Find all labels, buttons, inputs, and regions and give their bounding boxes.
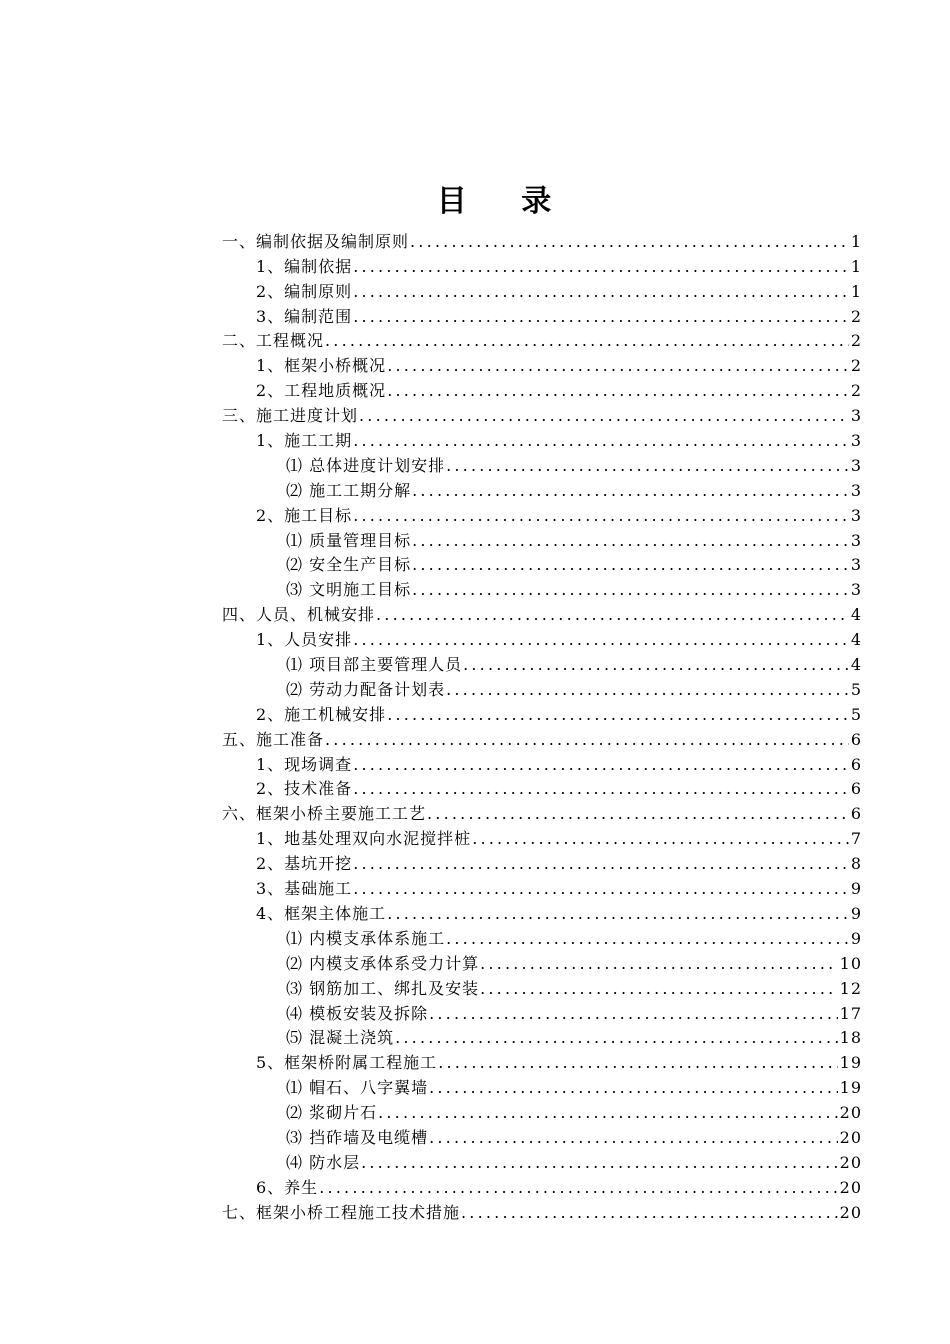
toc-entry[interactable]	[222, 401, 862, 426]
toc-page-number: 6	[850, 729, 862, 749]
toc-page-number: 7	[850, 829, 862, 849]
toc-page-number: 17	[839, 1003, 862, 1023]
toc-dot-leader	[353, 755, 849, 775]
toc-entry-title: 1、现场调查	[256, 754, 353, 774]
toc-page-number: 19	[839, 1078, 862, 1098]
toc-dot-leader	[438, 1053, 837, 1073]
toc-dot-leader	[480, 979, 838, 999]
toc-page-number: 4	[850, 630, 862, 650]
toc-entry[interactable]	[222, 650, 862, 675]
toc-entry-title: 1、地基处理双向水泥搅拌桩	[256, 829, 472, 849]
toc-entry[interactable]	[222, 351, 862, 376]
toc-page-number: 10	[839, 953, 862, 973]
toc-entry-title: 五、施工准备	[222, 729, 325, 749]
toc-entry-title: 2、施工机械安排	[256, 704, 387, 724]
toc-entry[interactable]	[222, 526, 862, 551]
toc-dot-leader	[412, 481, 849, 501]
toc-entry[interactable]	[222, 799, 862, 824]
toc-page-number: 9	[850, 879, 862, 899]
toc-entry[interactable]	[222, 1024, 862, 1049]
toc-entry[interactable]	[222, 1198, 862, 1223]
toc-page-number: 20	[839, 1202, 862, 1222]
toc-page-number: 3	[850, 555, 862, 575]
toc-entry[interactable]	[222, 600, 862, 625]
toc-entry[interactable]	[222, 675, 862, 700]
toc-entry-title: 1、人员安排	[256, 630, 353, 650]
toc-entry[interactable]	[222, 775, 862, 800]
toc-dot-leader	[427, 804, 849, 824]
toc-page-number: 12	[839, 978, 862, 998]
toc-page-number: 3	[850, 455, 862, 475]
toc-entry[interactable]	[222, 700, 862, 725]
toc-entry[interactable]	[222, 1123, 862, 1148]
toc-page-number: 2	[850, 356, 862, 376]
toc-dot-leader	[353, 879, 849, 899]
toc-dot-leader	[387, 356, 849, 376]
toc-dot-leader	[387, 705, 849, 725]
toc-entry-title: 2、施工目标	[256, 505, 353, 525]
toc-page-number: 6	[850, 779, 862, 799]
toc-page-number: 1	[850, 281, 862, 301]
toc-entry[interactable]	[222, 924, 862, 949]
toc-title: 目 录	[436, 184, 574, 219]
toc-entry-title: 2、工程地质概况	[256, 381, 387, 401]
toc-page-number: 20	[839, 1152, 862, 1172]
toc-entry[interactable]	[222, 476, 862, 501]
toc-dot-leader	[325, 730, 849, 750]
toc-entry-title: 一、编制依据及编制原则	[222, 231, 410, 251]
toc-dot-leader	[353, 307, 849, 327]
toc-page-number: 5	[850, 679, 862, 699]
toc-page-number: 3	[850, 505, 862, 525]
toc-page-number: 3	[850, 580, 862, 600]
toc-entry[interactable]	[222, 899, 862, 924]
toc-entry-title: 1、编制依据	[256, 256, 353, 276]
toc-entry[interactable]	[222, 999, 862, 1024]
toc-dot-leader	[325, 331, 849, 351]
toc-entry[interactable]	[222, 551, 862, 576]
toc-page-number: 18	[839, 1028, 862, 1048]
toc-dot-leader	[463, 655, 849, 675]
toc-page-number: 2	[850, 306, 862, 326]
toc-page-number: 4	[850, 655, 862, 675]
toc-entry-title: ⑸ 混凝土浇筑	[286, 1028, 395, 1048]
toc-entry[interactable]	[222, 426, 862, 451]
toc-page-number: 3	[850, 530, 862, 550]
toc-entry-title: ⑵ 内模支承体系受力计算	[286, 953, 480, 973]
toc-dot-leader	[395, 1028, 838, 1048]
toc-list	[222, 227, 862, 1223]
toc-dot-leader	[429, 1128, 838, 1148]
toc-dot-leader	[410, 232, 849, 252]
toc-entry-title: ⑶ 挡砟墙及电缆槽	[286, 1127, 429, 1147]
toc-entry-title: 1、框架小桥概况	[256, 356, 387, 376]
toc-entry[interactable]	[222, 750, 862, 775]
toc-dot-leader	[472, 829, 849, 849]
toc-dot-leader	[353, 854, 849, 874]
toc-entry-title: 3、编制范围	[256, 306, 353, 326]
toc-entry-title: 2、编制原则	[256, 281, 353, 301]
toc-entry-title: 三、施工进度计划	[222, 406, 359, 426]
toc-page-number: 6	[850, 754, 862, 774]
toc-entry-title: ⑵ 安全生产目标	[286, 555, 412, 575]
toc-dot-leader	[461, 1203, 838, 1223]
toc-entry[interactable]	[222, 625, 862, 650]
toc-dot-leader	[412, 531, 849, 551]
toc-page-number: 19	[839, 1053, 862, 1073]
toc-page-number: 20	[839, 1103, 862, 1123]
toc-page-number: 1	[850, 231, 862, 251]
toc-entry[interactable]	[222, 849, 862, 874]
toc-page-number: 9	[850, 903, 862, 923]
toc-dot-leader	[353, 506, 849, 526]
toc-entry-title: ⑵ 施工工期分解	[286, 480, 412, 500]
toc-entry[interactable]	[222, 1073, 862, 1098]
toc-dot-leader	[446, 456, 849, 476]
toc-entry[interactable]	[222, 227, 862, 252]
toc-entry-title: ⑴ 帽石、八字翼墙	[286, 1078, 429, 1098]
toc-entry-title: 4、框架主体施工	[256, 903, 387, 923]
toc-dot-leader	[412, 580, 849, 600]
toc-page-number: 2	[850, 381, 862, 401]
toc-dot-leader	[353, 630, 849, 650]
toc-entry[interactable]	[222, 874, 862, 899]
toc-dot-leader	[361, 1153, 838, 1173]
toc-dot-leader	[359, 406, 849, 426]
toc-dot-leader	[353, 257, 849, 277]
toc-dot-leader	[319, 1178, 837, 1198]
toc-page-number: 6	[850, 804, 862, 824]
toc-page-number: 2	[850, 331, 862, 351]
toc-entry-title: ⑵ 劳动力配备计划表	[286, 679, 446, 699]
toc-entry[interactable]	[222, 1148, 862, 1173]
toc-page-number: 9	[850, 928, 862, 948]
toc-dot-leader	[446, 929, 849, 949]
toc-entry[interactable]	[222, 725, 862, 750]
toc-entry[interactable]	[222, 575, 862, 600]
toc-entry-title: 四、人员、机械安排	[222, 605, 376, 625]
toc-entry[interactable]	[222, 252, 862, 277]
toc-entry-title: 二、工程概况	[222, 331, 325, 351]
toc-dot-leader	[353, 431, 849, 451]
toc-entry[interactable]	[222, 824, 862, 849]
toc-dot-leader	[429, 1078, 838, 1098]
toc-entry[interactable]	[222, 1098, 862, 1123]
toc-entry[interactable]	[222, 302, 862, 327]
toc-dot-leader	[480, 954, 838, 974]
toc-dot-leader	[376, 605, 849, 625]
toc-page-number: 20	[839, 1177, 862, 1197]
toc-entry[interactable]	[222, 327, 862, 352]
toc-entry-title: ⑶ 文明施工目标	[286, 580, 412, 600]
toc-page-number: 3	[850, 480, 862, 500]
toc-page-number: 3	[850, 406, 862, 426]
toc-page-number: 20	[839, 1127, 862, 1147]
toc-dot-leader	[387, 904, 849, 924]
toc-dot-leader	[429, 1004, 838, 1024]
toc-dot-leader	[387, 381, 849, 401]
toc-entry-title: 5、框架桥附属工程施工	[256, 1053, 438, 1073]
toc-entry[interactable]	[222, 501, 862, 526]
toc-entry-title: 3、基础施工	[256, 879, 353, 899]
toc-entry-title: 七、框架小桥工程施工技术措施	[222, 1202, 461, 1222]
toc-entry[interactable]	[222, 1173, 862, 1198]
toc-entry-title: ⑵ 浆砌片石	[286, 1103, 378, 1123]
toc-page-number: 4	[850, 605, 862, 625]
toc-entry-title: ⑴ 质量管理目标	[286, 530, 412, 550]
toc-page-number: 8	[850, 854, 862, 874]
toc-entry-title: ⑴ 内模支承体系施工	[286, 928, 446, 948]
toc-dot-leader	[353, 282, 849, 302]
toc-entry[interactable]	[222, 1048, 862, 1073]
toc-entry[interactable]	[222, 376, 862, 401]
toc-entry-title: 2、基坑开挖	[256, 854, 353, 874]
toc-entry-title: ⑴ 总体进度计划安排	[286, 455, 446, 475]
toc-entry-title: ⑶ 钢筋加工、绑扎及安装	[286, 978, 480, 998]
toc-entry[interactable]	[222, 974, 862, 999]
toc-entry[interactable]	[222, 949, 862, 974]
toc-entry-title: 六、框架小桥主要施工工艺	[222, 804, 427, 824]
toc-dot-leader	[353, 779, 849, 799]
toc-page-number: 5	[850, 704, 862, 724]
toc-entry-title: 1、施工工期	[256, 431, 353, 451]
toc-entry-title: 2、技术准备	[256, 779, 353, 799]
toc-entry-title: ⑷ 模板安装及拆除	[286, 1003, 429, 1023]
toc-dot-leader	[412, 555, 849, 575]
toc-entry[interactable]	[222, 451, 862, 476]
toc-dot-leader	[446, 680, 849, 700]
toc-entry[interactable]	[222, 277, 862, 302]
toc-dot-leader	[378, 1103, 838, 1123]
toc-entry-title: 6、养生	[256, 1177, 319, 1197]
toc-page-number: 1	[850, 256, 862, 276]
toc-page-number: 3	[850, 431, 862, 451]
toc-entry-title: ⑴ 项目部主要管理人员	[286, 655, 463, 675]
toc-entry-title: ⑷ 防水层	[286, 1152, 361, 1172]
